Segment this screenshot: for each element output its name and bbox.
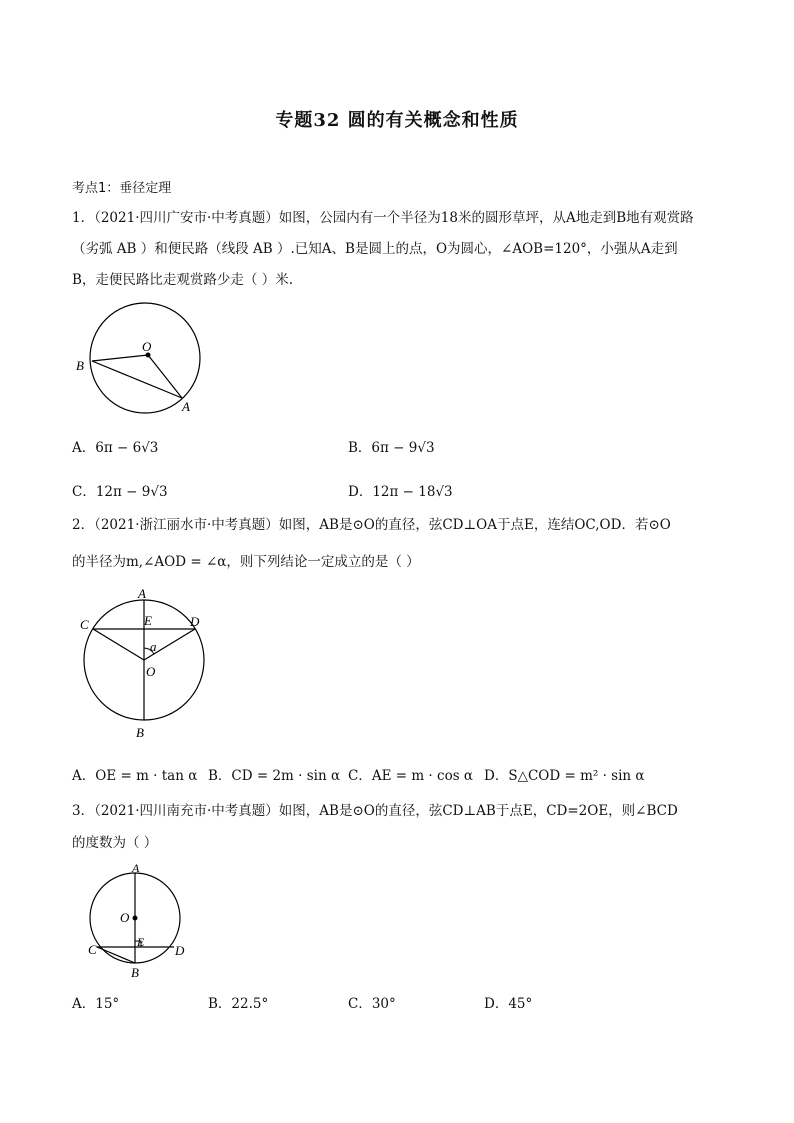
q1-option-b: B．6π − 9√3 <box>348 440 435 456</box>
q3-option-a: A．15° <box>72 996 120 1012</box>
q3-label-c: C <box>88 942 97 957</box>
q3-option-d: D．45° <box>484 996 533 1012</box>
q2-option-b: B．CD = 2m · sin α <box>208 768 341 784</box>
q1-label-b: B <box>76 358 84 373</box>
q1-text-line3: B，走便民路比走观赏路少走（ ）米. <box>72 272 294 288</box>
q2-option-c: C．AE = m · cos α <box>348 768 474 784</box>
q3-figure <box>80 860 200 985</box>
q1-option-c: C．12π − 9√3 <box>72 484 168 500</box>
q3-segment-cb <box>97 947 135 963</box>
q2-label-b: B <box>136 725 144 740</box>
q1-segment-ob <box>92 355 148 361</box>
q3-label-d: D <box>175 943 185 958</box>
q1-label-o: O <box>142 339 152 354</box>
q2-label-c: C <box>80 617 89 632</box>
q2-label-e: E <box>144 613 152 628</box>
q2-option-d: D．S△COD = m² · sin α <box>484 768 645 784</box>
q3-option-b: B．22.5° <box>208 996 269 1012</box>
q3-label-e: E <box>137 935 145 949</box>
q2-label-a: A <box>138 586 146 601</box>
q2-label-d: D <box>190 614 200 629</box>
q1-label-a: A <box>182 399 190 414</box>
q1-segment-ab <box>92 361 182 398</box>
q1-text-line2: （劣弧 AB ）和便民路（线段 AB ）.已知A、B是圆上的点，O为圆心，∠AOB=120°，小强从A走到 <box>72 241 678 257</box>
q3-label-b: B <box>131 965 139 980</box>
q2-text-line2: 的半径为m,∠AOD = ∠α，则下列结论一定成立的是（ ） <box>72 554 420 570</box>
section-heading: 考点1：垂径定理 <box>72 181 172 196</box>
q3-center-dot <box>133 916 138 921</box>
q2-label-alpha: a <box>150 639 157 654</box>
q1-circle <box>90 303 200 413</box>
q3-label-o: O <box>120 910 130 925</box>
q2-text-line1: 2．（2021·浙江丽水市·中考真题）如图，AB是⊙O的直径，弦CD⊥OA于点E，连结OC,OD．若⊙O <box>72 517 671 533</box>
q3-label-a: A <box>132 861 140 875</box>
q2-figure <box>70 585 220 745</box>
q2-label-o: O <box>146 664 156 679</box>
q2-segment-oc <box>93 629 144 660</box>
q3-option-c: C．30° <box>348 996 396 1012</box>
page-title: 专题32 圆的有关概念和性质 <box>275 110 519 131</box>
q1-text-line1: 1．（2021·四川广安市·中考真题）如图，公园内有一个半径为18米的圆形草坪，从A地走到B地有观赏路 <box>72 210 694 226</box>
q3-text-line1: 3．（2021·四川南充市·中考真题）如图，AB是⊙O的直径，弦CD⊥AB于点E，CD=2OE，则∠BCD <box>72 803 678 819</box>
q1-figure <box>70 300 220 420</box>
q3-text-line2: 的度数为（ ） <box>72 835 158 851</box>
q1-option-a: A．6π − 6√3 <box>72 440 159 456</box>
q1-option-d: D．12π − 18√3 <box>348 484 453 500</box>
q2-option-a: A．OE = m · tan α <box>72 768 198 784</box>
